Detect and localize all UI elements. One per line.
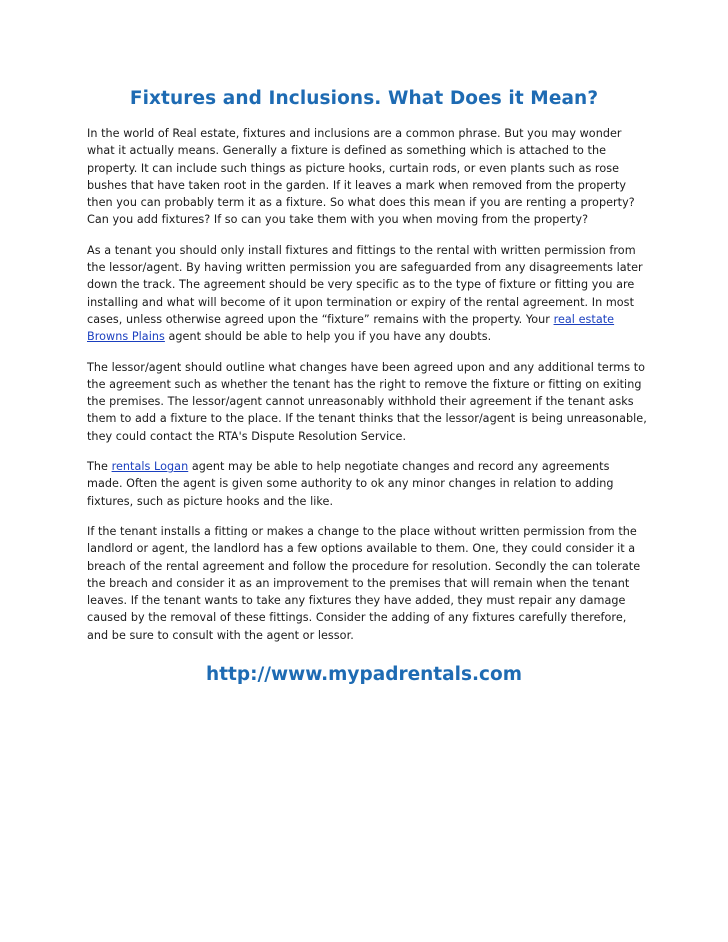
paragraph-2-text-after: agent should be able to help you if you have any doubts. (164, 330, 492, 344)
paragraph-5: If the tenant installs a fitting or makes a change to the place without written permission from the landlord or agent, the landlord has a few options available to them. One, they could consider it a breach of the rental agreement and follow the procedure for resolution. Secondly the can tolerate the breach and consider it as an improvement to the premises that will remain when the tenant leaves. If the tenant wants to take any fixtures they have added, they must repair any damage caused by the removal of these fittings. Consider the adding of any fixtures carefully therefore, and be sure to consult with the agent or lessor. (87, 524, 641, 642)
paragraph-3: The lessor/agent should outline what changes have been agreed upon and any additional terms to the agreement such as whether the tenant has the right to remove the fixture or fitting on exiting the premises. The lessor/agent cannot unreasonably withhold their agreement if the tenant asks them to add a fixture to the place. If the tenant thinks that the lessor/agent is being unreasonable, they could contact the RTA's Dispute Resolution Service. (87, 360, 647, 443)
document-body (87, 125, 647, 657)
paragraph-1: In the world of Real estate, fixtures and inclusions are a common phrase. But you may wonder what it actually means. Generally a fixture is defined as something which is attached to the property. It can include such things as picture hooks, curtain rods, or even plants such as rose bushes that have taken root in the garden. If it leaves a mark when removed from the property then you can probably term it as a fixture. So what does this mean if you are renting a property? Can you add fixtures? If so can you take them with you when moving from the property? (87, 127, 635, 227)
real-estate-browns-plains-link[interactable]: real estate Browns Plains (87, 312, 615, 344)
paragraph-4-text-after: agent may be able to help negotiate changes and record any agreements made. Often the agent is given some authority to ok any minor changes in relation to adding fixtures, such as picture hooks and the like. (87, 460, 614, 508)
paragraph-4-text-before: The (87, 460, 112, 474)
document-title: Fixtures and Inclusions. What Does it Mean? (129, 88, 599, 109)
paragraph-2 (87, 242, 647, 346)
paragraph-2-text-before: As a tenant you should only install fixtures and fittings to the rental with written permission from the lessor/agent. By having written permission you are safeguarded from any disagreements later down the track. The agreement should be very specific as to the type of fixture or fitting you are installing and what will become of it upon termination or expiry of the rental agreement. In most cases, unless otherwise agreed upon the “fixture” remains with the property. Your (87, 243, 643, 326)
paragraph-4 (87, 458, 647, 510)
footer-website-url: http://www.mypadrentals.com (206, 664, 522, 685)
rentals-logan-link[interactable]: rentals Logan (111, 460, 189, 474)
